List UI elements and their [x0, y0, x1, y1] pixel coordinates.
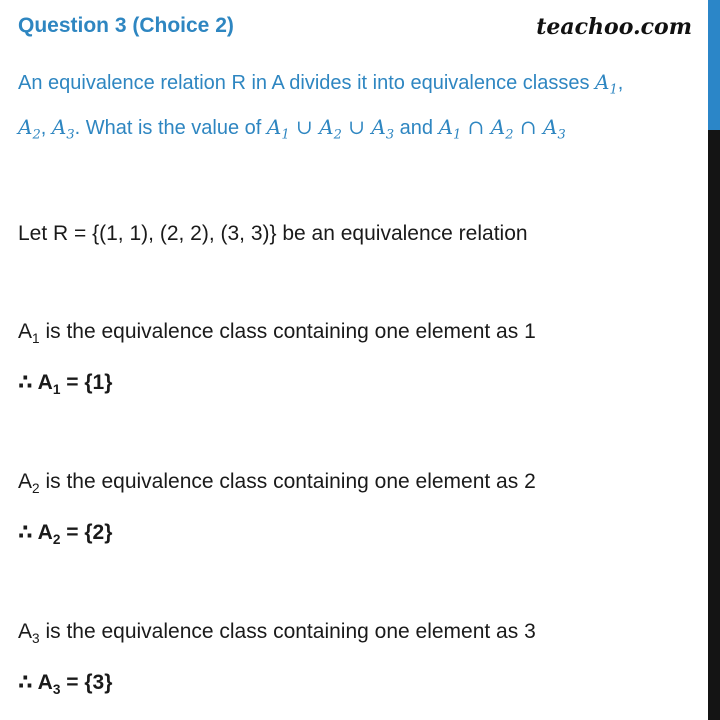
question-title: Question 3 (Choice 2) — [18, 14, 234, 37]
a1-description: $A_1$ is the equivalence class containing one element as 1 — [18, 320, 536, 346]
set-a3: $A_3$ — [51, 115, 75, 143]
question-mid-text: . What is the value of — [74, 117, 267, 139]
a2-description: $A_2$ is the equivalence class containing one element as 2 — [18, 470, 536, 496]
let-relation-line: Let R = {(1, 1), (2, 2), (3, 3)} be an equivalence relation — [18, 222, 528, 245]
question-text: An equivalence relation R in A divides it into equivalence classes — [18, 72, 596, 94]
scrollbar-thumb[interactable] — [708, 0, 720, 130]
question-line-2: $A_2$, $A_3$. What is the value of $A_1$ ∪ $A_2$ ∪ $A_3$ and $A_1$ ∩ $A_2$ ∩ $A_3$ — [18, 115, 566, 143]
a3-result: ∴ $A_3 = \{3\}$ — [18, 671, 113, 697]
set-a1: $A_1$ — [595, 70, 618, 98]
scrollbar-track[interactable] — [708, 0, 720, 720]
a1-result: ∴ $A_1 = \{1\}$ — [18, 371, 113, 397]
brand-logo[interactable]: teachoo.com — [536, 14, 692, 40]
a3-description: $A_3$ is the equivalence class containing one element as 3 — [18, 620, 536, 646]
question-line-1: An equivalence relation R in A divides it into equivalence classes $A_1$, — [18, 70, 624, 98]
a2-result: ∴ $A_2 = \{2\}$ — [18, 521, 113, 547]
intersection-expression: $A_1$ ∩ $A_2$ ∩ $A_3$ — [438, 115, 566, 143]
set-a2: $A_2$ — [18, 115, 41, 143]
union-expression: $A_1$ ∪ $A_2$ ∪ $A_3$ — [266, 115, 395, 143]
